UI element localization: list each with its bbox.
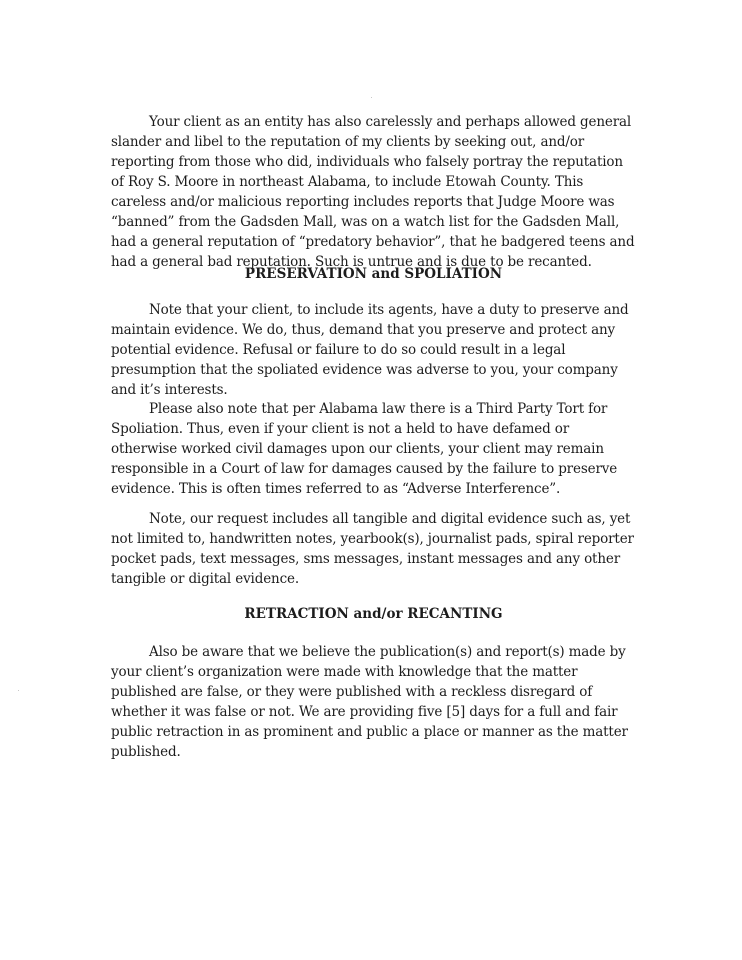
paragraph-evidence-scope — [111, 509, 636, 589]
paragraph-text: Your client as an entity has also carelessly and perhaps allowed general slander and libel to the reputation of my clients by seeking out, and/or reporting from those who did, individuals who falsely portray the reputation of Roy S. Moore in northeast Alabama, to include Etowah County. This careless and/or malicious reporting includes reports that Judge Moore was “banned” from the Gadsden Mall, was on a watch list for the Gadsden Mall, had a general reputation of “predatory behavior”, that he badgered teens and had a general bad reputation. Such is untrue and is due to be recanted. — [111, 114, 635, 270]
scan-speck — [18, 690, 19, 691]
paragraph-text: Also be aware that we believe the publication(s) and report(s) made by your client’s organization were made with knowledge that the matter published are false, or they were published with a reckless disregard of whether it was false or not. We are providing five [5] days for a full and fair public retraction in as prominent and public a place or manner as the matter published. — [111, 644, 628, 760]
paragraph-duty-to-preserve — [111, 300, 636, 400]
heading-preservation: PRESERVATION and SPOLIATION — [244, 266, 503, 282]
paragraph-text: Note that your client, to include its agents, have a duty to preserve and maintain evidence. We do, thus, demand that you preserve and protect any potential evidence. Refusal or failure to do so could result in a legal presumption that the spoliated evidence was adverse to you, your company and it’s interests. — [111, 302, 629, 398]
heading-retraction: RETRACTION and/or RECANTING — [244, 606, 503, 622]
paragraph-slander — [111, 112, 636, 272]
paragraph-text: Please also note that per Alabama law there is a Third Party Tort for Spoliation. Thus, even if your client is not a held to have defamed or otherwise worked civil damages upon our clients, your client may remain responsible in a Court of law for damages caused by the failure to preserve evidence. This is often times referred to as “Adverse Interference”. — [111, 401, 618, 497]
paragraph-third-party-tort — [111, 399, 636, 499]
scan-speck — [371, 97, 372, 98]
paragraph-retraction-demand — [111, 642, 636, 762]
paragraph-text: Note, our request includes all tangible and digital evidence such as, yet not limited to, handwritten notes, yearbook(s), journalist pads, spiral reporter pocket pads, text messages, sms messages, instant messages and any other tangible or digital evidence. — [111, 511, 634, 587]
